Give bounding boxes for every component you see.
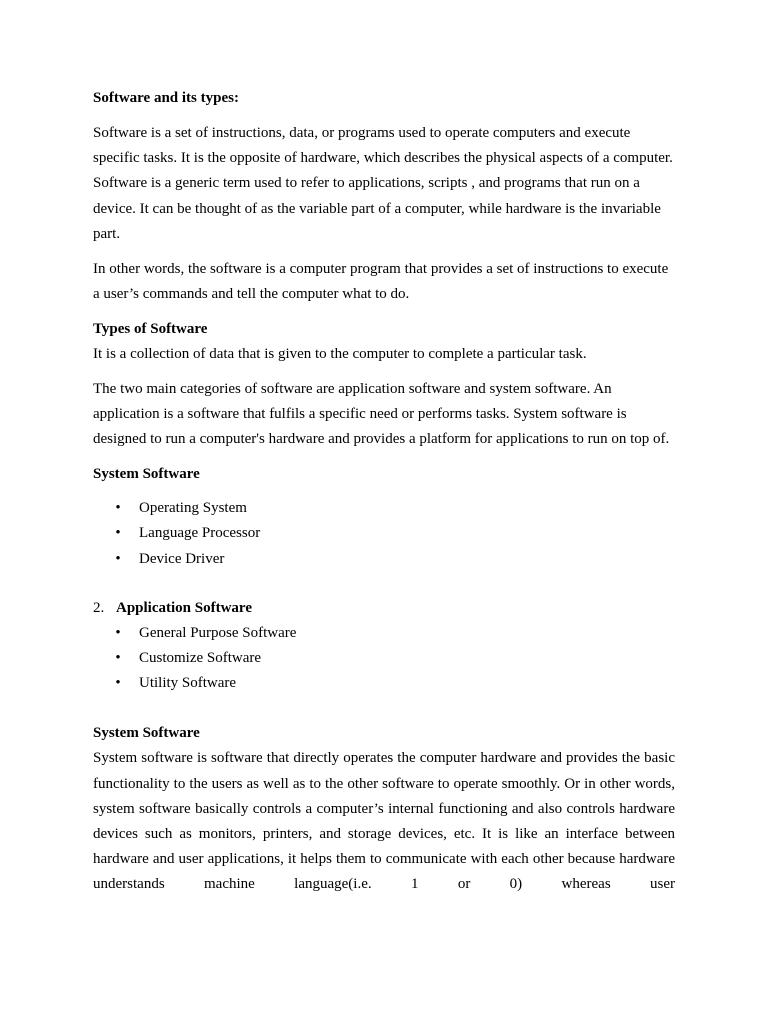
list-item bbox=[93, 496, 675, 521]
intro-paragraph-2: In other words, the software is a computer program that provides a set of instructions to execute a user’s commands and tell the computer what to do. bbox=[93, 261, 669, 303]
list-item bbox=[93, 621, 675, 646]
intro-paragraph-1: Software is a set of instructions, data, or programs used to operate computers and execute specific tasks. It is the opposite of hardware, which describes the physical aspects of a computer. Software is a generic term used to refer to applications, scripts , and programs that run on a device. It can be thought of as the variable part of a computer, while hardware is the invariable part. bbox=[93, 125, 673, 242]
application-software-heading bbox=[93, 596, 675, 621]
page-title: Software and its types: bbox=[93, 90, 239, 106]
bullet-icon: • bbox=[115, 550, 121, 567]
document-page bbox=[93, 86, 675, 898]
bullet-icon: • bbox=[115, 525, 121, 542]
system-software-list bbox=[93, 496, 675, 572]
list-item-label: Customize Software bbox=[139, 650, 262, 667]
types-heading: Types of Software bbox=[93, 321, 208, 338]
list-item-label: Language Processor bbox=[139, 525, 261, 542]
bullet-icon: • bbox=[115, 624, 121, 641]
list-item-label: Utility Software bbox=[139, 675, 237, 692]
list-item-label: General Purpose Software bbox=[139, 624, 297, 641]
application-software-heading-label: Application Software bbox=[116, 599, 252, 616]
types-paragraph-1: It is a collection of data that is given to the computer to complete a particular task. bbox=[93, 346, 587, 363]
list-item bbox=[93, 646, 675, 671]
system-software-section-body: System software is software that directly operates the computer hardware and provides the basic functionality to the users as well as to the other software to operate smoothly. Or in other words, system software basically controls a computer’s internal functioning and also controls hardware devices such as monitors, printers, and storage devices, etc. It is like an interface between hardware and user applications, it helps them to communicate with each other because hardware understands machine language(i.e. 1 or 0) whereas user bbox=[93, 750, 675, 893]
bullet-icon: • bbox=[115, 675, 121, 692]
list-item bbox=[93, 547, 675, 572]
bullet-icon: • bbox=[115, 500, 121, 517]
system-software-list-heading: System Software bbox=[93, 466, 200, 483]
list-item-label: Device Driver bbox=[139, 550, 225, 567]
list-item-label: Operating System bbox=[139, 500, 247, 517]
types-paragraph-2: The two main categories of software are application software and system software. An application is a software that fulfils a specific need or performs tasks. System software is designed to run a computer's hardware and provides a platform for applications to run on top of. bbox=[93, 380, 670, 448]
list-number: 2. bbox=[93, 599, 105, 616]
list-item bbox=[93, 671, 675, 696]
list-item bbox=[93, 521, 675, 546]
application-software-list bbox=[93, 621, 675, 697]
bullet-icon: • bbox=[115, 650, 121, 667]
system-software-section-heading: System Software bbox=[93, 725, 200, 742]
